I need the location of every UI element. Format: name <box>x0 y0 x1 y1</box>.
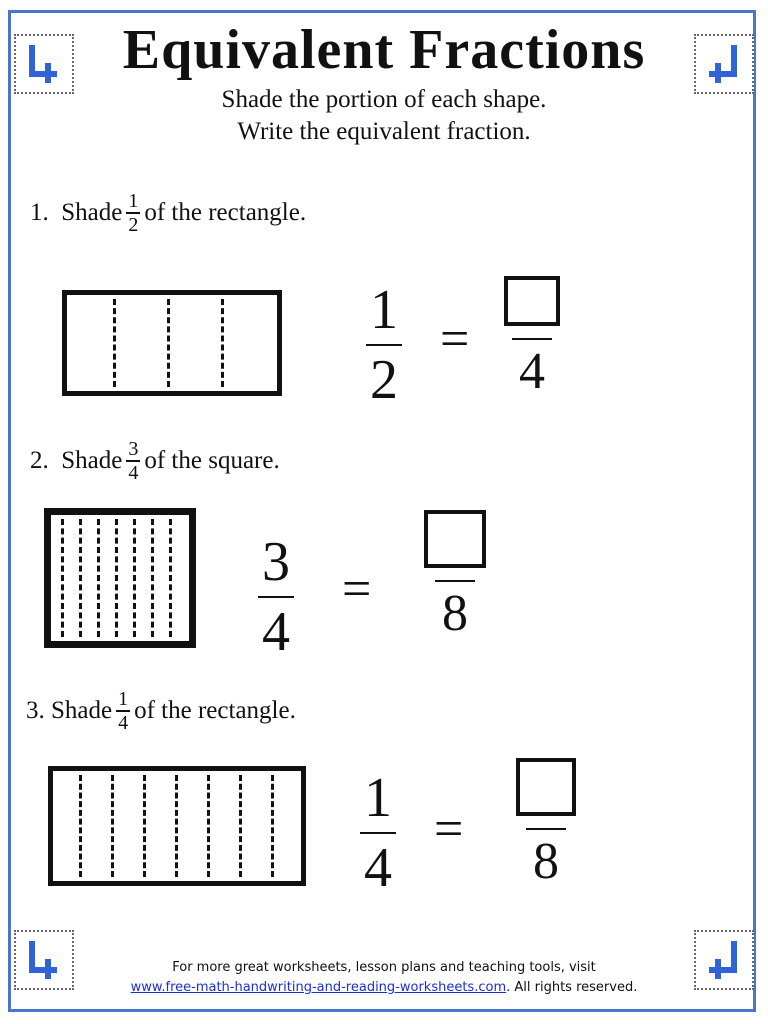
question-tail: of the square. <box>144 446 280 474</box>
equation-3-answer <box>516 758 576 888</box>
blue-corner-hook-icon <box>24 940 64 980</box>
answer-box[interactable] <box>424 510 486 568</box>
footer-rights: . All rights reserved. <box>506 980 638 995</box>
equals-sign: = <box>342 561 372 618</box>
equation-3-left-fraction <box>360 767 396 899</box>
question-3-label <box>26 690 296 732</box>
question-number: 1. <box>30 198 49 226</box>
fraction-denominator: 4 <box>262 601 290 663</box>
equation-1-left-fraction <box>366 279 402 411</box>
equation-1-answer <box>504 276 560 398</box>
fraction-numerator: 1 <box>364 767 392 829</box>
fraction-denominator: 8 <box>533 833 559 890</box>
question-1-label <box>30 192 306 234</box>
answer-box[interactable] <box>516 758 576 816</box>
equation-2-left-fraction <box>258 531 294 663</box>
instruction-line-1: Shade the portion of each shape. <box>221 86 547 113</box>
website-link[interactable]: www.free-math-handwriting-and-reading-worksheets.com <box>130 980 507 995</box>
fraction-denominator: 4 <box>118 711 129 734</box>
fraction-denominator: 2 <box>128 213 139 236</box>
corner-decoration-top-right <box>694 34 754 94</box>
square-shape[interactable] <box>44 508 196 648</box>
rectangle-shape-3[interactable] <box>48 766 306 886</box>
footer-line-2 <box>80 980 688 995</box>
question-tail: of the rectangle. <box>144 198 307 226</box>
question-fraction <box>126 192 140 234</box>
question-fraction <box>126 440 140 482</box>
instruction-line-2: Write the equivalent fraction. <box>237 118 531 145</box>
fraction-numerator: 3 <box>128 438 139 460</box>
question-fraction <box>116 690 130 732</box>
footer-line-1: For more great worksheets, lesson plans and teaching tools, visit <box>172 960 596 975</box>
blue-corner-hook-icon <box>24 44 64 84</box>
page-title: Equivalent Fractions <box>122 19 646 81</box>
fraction-numerator: 3 <box>262 531 290 593</box>
fraction-denominator: 4 <box>519 343 545 400</box>
question-verb: Shade <box>51 696 113 724</box>
equals-sign: = <box>434 801 464 858</box>
blue-corner-hook-icon <box>704 44 744 84</box>
corner-decoration-bottom-right <box>694 930 754 990</box>
fraction-numerator: 1 <box>370 279 398 341</box>
blue-corner-hook-icon <box>704 940 744 980</box>
question-number: 2. <box>30 446 49 474</box>
fraction-denominator: 2 <box>370 349 398 411</box>
answer-box[interactable] <box>504 276 560 326</box>
fraction-denominator: 4 <box>364 837 392 899</box>
question-verb: Shade <box>61 198 123 226</box>
rectangle-shape-1[interactable] <box>62 290 282 396</box>
corner-decoration-top-left <box>14 34 74 94</box>
question-2-label <box>30 440 280 482</box>
question-number: 3. <box>26 696 45 724</box>
equation-2-answer <box>424 510 486 640</box>
corner-decoration-bottom-left <box>14 930 74 990</box>
fraction-numerator: 1 <box>118 688 129 710</box>
question-verb: Shade <box>61 446 123 474</box>
fraction-denominator: 4 <box>128 461 139 484</box>
equals-sign: = <box>440 311 470 368</box>
question-tail: of the rectangle. <box>134 696 296 724</box>
fraction-denominator: 8 <box>442 585 468 642</box>
fraction-numerator: 1 <box>128 190 139 212</box>
